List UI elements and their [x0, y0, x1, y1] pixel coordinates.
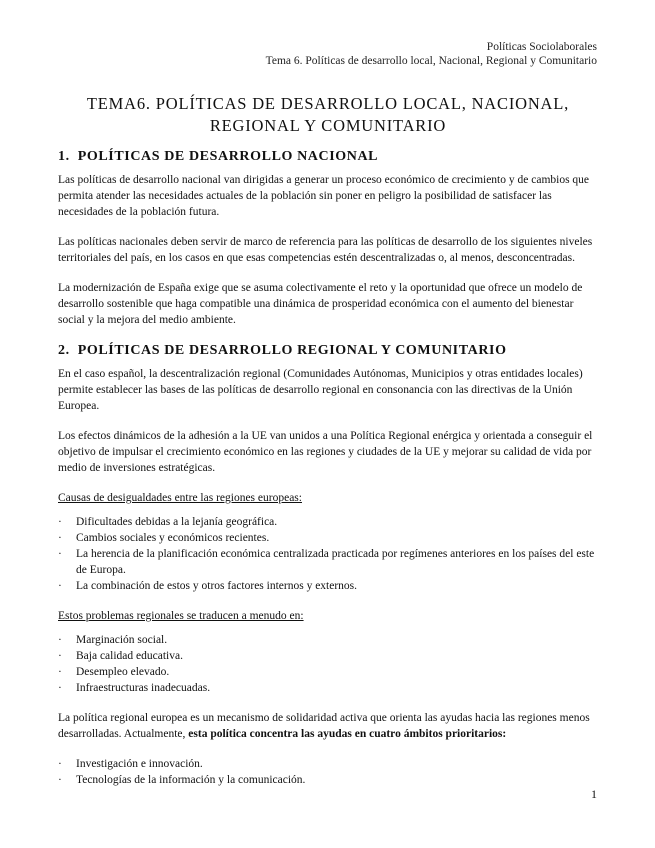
- list-item: · Tecnologías de la información y la comunicación.: [58, 774, 306, 786]
- page-title: [58, 93, 598, 137]
- closing-emphasis: esta política concentra las ayudas en cuatro ámbitos prioritarios:: [188, 728, 507, 740]
- causes-list: [58, 514, 598, 594]
- bullet-icon: ·: [58, 774, 62, 786]
- paragraph: Las políticas nacionales deben servir de marco de referencia para las políticas de desarrollo de los siguientes niveles territoriales del país, en los casos en que esas competencias estén descentralizadas o, al menos, desconcentradas.: [58, 236, 593, 264]
- section-1-title: POLÍTICAS DE DESARROLLO NACIONAL: [77, 149, 379, 164]
- header-topic: Tema 6. Políticas de desarrollo local, Nacional, Regional y Comunitario: [265, 55, 597, 67]
- closing-paragraph: La política regional europea es un mecanismo de solidaridad activa que orienta las ayudas hacia las regiones menos desarrolladas. Actualmente, esta política concentra las ayudas en cuatro ámbitos prioritarios:: [58, 712, 590, 740]
- paragraph: La modernización de España exige que se asuma colectivamente el reto y la oportunidad que ofrece un modelo de desarrollo sostenible que haga compatible una dinámica de prosperidad económica con el aumento del bienestar social y la mejora del medio ambiente.: [58, 282, 583, 326]
- page-number: 1: [591, 787, 597, 801]
- section-2-number: 2.: [58, 343, 70, 358]
- title-line-2: REGIONAL Y COMUNITARIO: [209, 116, 447, 135]
- bullet-icon: ·: [58, 516, 62, 528]
- bullet-icon: ·: [58, 548, 62, 560]
- problems-list: [58, 632, 598, 696]
- section-2-title: POLÍTICAS DE DESARROLLO REGIONAL Y COMUNITARIO: [77, 343, 507, 358]
- list-item: · Marginación social.: [58, 634, 168, 646]
- bullet-icon: ·: [58, 758, 62, 770]
- bullet-icon: ·: [58, 682, 62, 694]
- list-item: · Desempleo elevado.: [58, 666, 170, 678]
- paragraph: Las políticas de desarrollo nacional van dirigidas a generar un proceso económico de crecimiento y de cambios que permita atender las necesidades actuales de la población sin poner en peligro la posibilidad de satisfacer las necesidades de la población futura.: [58, 174, 590, 218]
- list-item: · Infraestructuras inadecuadas.: [58, 682, 211, 694]
- list-item: · Baja calidad educativa.: [58, 650, 183, 662]
- causes-subheading: Causas de desigualdades entre las regiones europeas:: [58, 492, 302, 504]
- bullet-icon: ·: [58, 580, 62, 592]
- running-header: [266, 40, 597, 68]
- bullet-icon: ·: [58, 650, 62, 662]
- section-2-heading: [58, 342, 598, 360]
- section-1-number: 1.: [58, 149, 70, 164]
- list-item: · Cambios sociales y económicos recientes.: [58, 532, 270, 544]
- list-item: · Dificultades debidas a la lejanía geográfica.: [58, 516, 278, 528]
- bullet-icon: ·: [58, 666, 62, 678]
- problems-subheading: Estos problemas regionales se traducen a menudo en:: [58, 610, 304, 622]
- document-body: [58, 148, 598, 802]
- bullet-icon: ·: [58, 634, 62, 646]
- list-item: · La combinación de estos y otros factores internos y externos.: [58, 580, 358, 592]
- list-item: · La herencia de la planificación económica centralizada practicada por regímenes anteriores en los países del este de Europa.: [58, 548, 595, 576]
- priorities-list: [58, 756, 598, 788]
- paragraph: En el caso español, la descentralización regional (Comunidades Autónomas, Municipios y otras entidades locales) permite establecer las bases de las políticas de desarrollo regional en consonancia con las directivas de la Unión Europea.: [58, 368, 583, 412]
- header-course: Políticas Sociolaborales: [486, 41, 597, 53]
- section-1-heading: [58, 148, 598, 166]
- bullet-icon: ·: [58, 532, 62, 544]
- paragraph: Los efectos dinámicos de la adhesión a la UE van unidos a una Política Regional enérgica y orientada a conseguir el objetivo de impulsar el crecimiento económico en las regiones y ciudades de la UE y mejorar su calidad de vida por medio de inversiones estratégicas.: [58, 430, 593, 474]
- title-line-1: TEMA6. POLÍTICAS DE DESARROLLO LOCAL, NACIONAL,: [86, 94, 570, 113]
- list-item: · Investigación e innovación.: [58, 758, 203, 770]
